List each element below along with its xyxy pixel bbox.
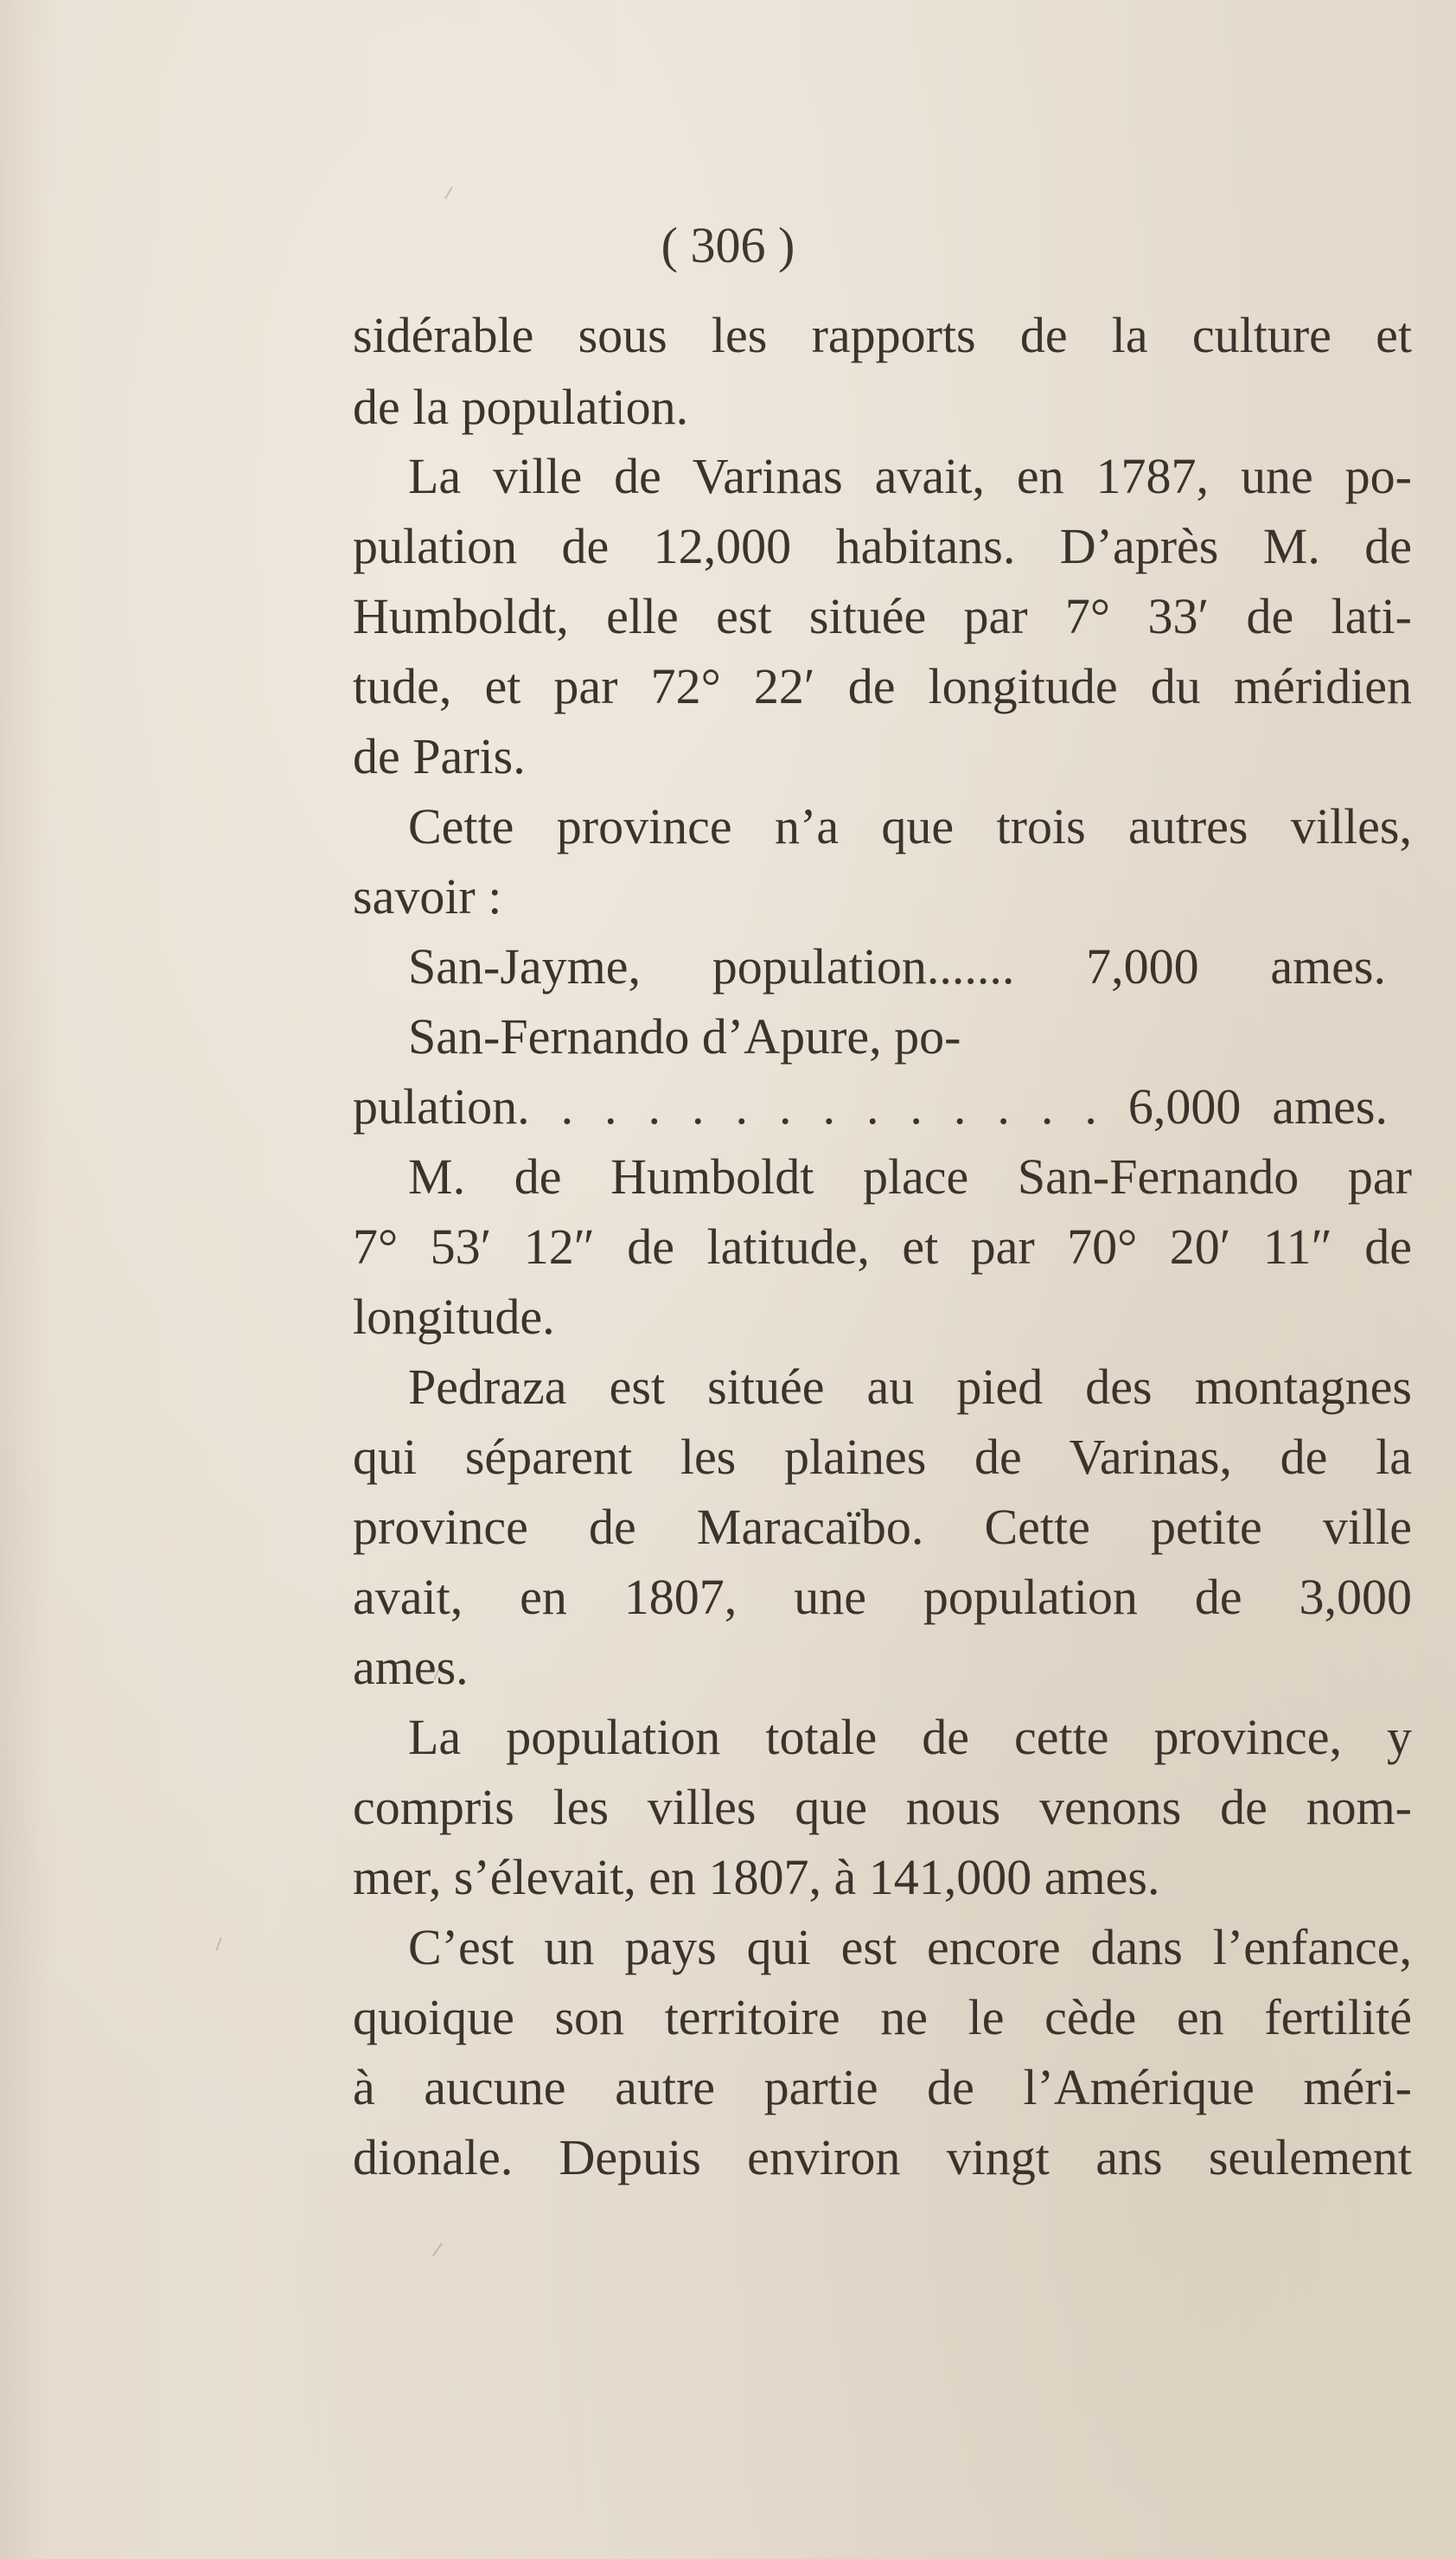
text-line: La ville de Varinas avait, en 1787, une po- bbox=[408, 448, 1412, 504]
text-line: pulation. . . . . . . . . . . . . . 6,000 ames. bbox=[353, 1078, 1388, 1135]
text-line: province de Maracaïbo. Cette petite ville bbox=[353, 1499, 1412, 1555]
text-line: Pedraza est située au pied des montagnes bbox=[408, 1359, 1412, 1415]
text-line: Cette province n’a que trois autres villes, bbox=[408, 798, 1412, 854]
text-line: qui séparent les plaines de Varinas, de la bbox=[353, 1429, 1412, 1485]
text-line: quoique son territoire ne le cède en fertilité bbox=[353, 1989, 1412, 2045]
text-line: avait, en 1807, une population de 3,000 bbox=[353, 1569, 1412, 1625]
paper-speck bbox=[215, 1937, 221, 1951]
text-line: sidérable sous les rapports de la culture et bbox=[353, 307, 1412, 363]
text-line: tude, et par 72° 22′ de longitude du méridien bbox=[353, 658, 1412, 714]
text-line: San-Fernando d’Apure, po- bbox=[408, 1008, 961, 1065]
text-line: M. de Humboldt place San-Fernando par bbox=[408, 1148, 1412, 1205]
text-line: pulation de 12,000 habitans. D’après M. de bbox=[353, 518, 1412, 574]
text-line: de Paris. bbox=[353, 728, 526, 784]
text-line: San-Jayme, population....... 7,000 ames. bbox=[408, 938, 1386, 995]
text-line: longitude. bbox=[353, 1289, 555, 1345]
text-line: ames. bbox=[353, 1639, 469, 1695]
text-line: compris les villes que nous venons de nom- bbox=[353, 1779, 1412, 1835]
text-line: La population totale de cette province, y bbox=[408, 1709, 1412, 1765]
text-line: Humboldt, elle est située par 7° 33′ de lati- bbox=[353, 588, 1412, 644]
text-line: savoir : bbox=[353, 868, 502, 924]
paper-speck bbox=[432, 2242, 443, 2256]
text-line: dionale. Depuis environ vingt ans seulement bbox=[353, 2129, 1412, 2185]
text-line: C’est un pays qui est encore dans l’enfance, bbox=[408, 1919, 1412, 1975]
text-line: à aucune autre partie de l’Amérique méri- bbox=[353, 2059, 1412, 2115]
text-line: 7° 53′ 12″ de latitude, et par 70° 20′ 11″ de bbox=[353, 1219, 1412, 1275]
page-number: ( 306 ) bbox=[661, 217, 795, 273]
paper-speck bbox=[444, 187, 453, 200]
text-line: mer, s’élevait, en 1807, à 141,000 ames. bbox=[353, 1849, 1160, 1905]
text-line: de la population. bbox=[353, 379, 689, 435]
